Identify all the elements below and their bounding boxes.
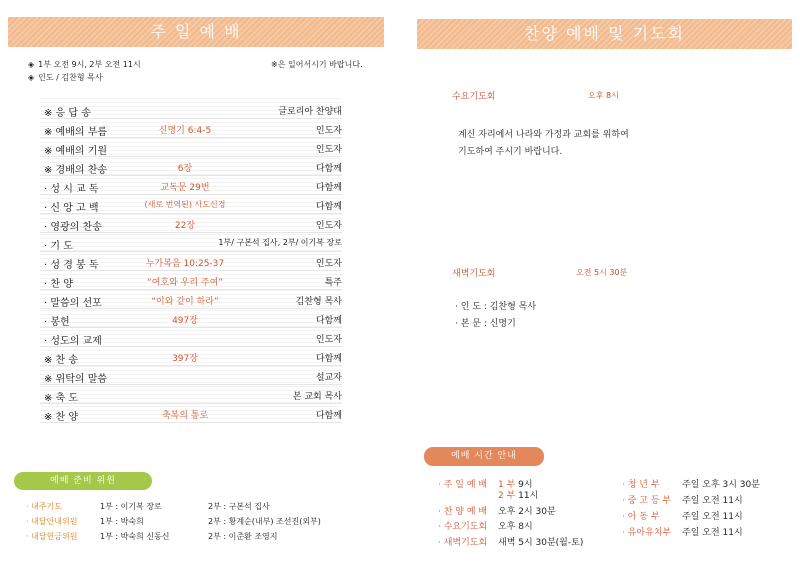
order-row (40, 290, 342, 309)
schedule-service: · 주 일 예 배 (438, 480, 488, 490)
schedule-time: 주일 오후 3시 30분 (682, 480, 760, 490)
order-row (40, 404, 342, 423)
order-label: · 봉헌 (44, 317, 70, 328)
schedule-row (438, 519, 608, 532)
order-person: 김찬형 목사 (295, 297, 342, 307)
order-detail: 22장 (174, 221, 196, 231)
schedule-part: 2 부 (498, 491, 516, 501)
diamond-bullet-icon: ◈ (28, 73, 35, 82)
schedule-row (438, 535, 608, 548)
order-label: · 성 경 봉 독 (44, 260, 99, 271)
order-label: · 말씀의 선포 (44, 298, 102, 309)
order-person: 특주 (324, 278, 342, 288)
order-person: 인도자 (315, 221, 342, 231)
page-title-right: 찬양 예배 및 기도회 (417, 19, 792, 49)
order-row (40, 157, 342, 176)
order-person: 인도자 (315, 126, 342, 136)
committee-member-a: 1부 : 박숙희 (100, 517, 144, 526)
schedule-time: 주일 오전 11시 (682, 528, 743, 538)
dawn-prayer-leader: · 인 도 : 김찬형 목사 (455, 302, 537, 312)
order-person: 다함께 (315, 202, 342, 212)
order-person: 설교자 (315, 373, 342, 383)
schedule-time: 오후 2시 30분 (498, 507, 556, 517)
order-person: 글로리아 찬양대 (278, 107, 342, 117)
order-of-service (40, 97, 342, 422)
order-detail: 누가복음 10:25-37 (145, 259, 225, 269)
committee-role: · 내달안내위원 (26, 517, 78, 526)
order-row (40, 385, 342, 404)
order-label: ※ 위탁의 말씀 (44, 374, 108, 385)
order-label: · 찬 양 (44, 279, 73, 290)
schedule-row (438, 504, 608, 517)
order-row (40, 100, 342, 119)
diamond-bullet-icon: ◈ (28, 60, 35, 69)
order-row (40, 252, 342, 271)
order-row (40, 366, 342, 385)
service-times (28, 59, 141, 70)
order-person: 다함께 (315, 164, 342, 174)
wed-prayer-time: 오후 8시 (588, 91, 619, 100)
order-row (40, 271, 342, 290)
standing-notice: ※은 일어서시기 바랍니다. (271, 60, 363, 69)
order-row (40, 347, 342, 366)
order-person: 다함께 (315, 183, 342, 193)
schedule-service: · 찬 양 예 배 (438, 507, 488, 517)
order-row (40, 195, 342, 214)
dawn-prayer-text: · 본 문 : 신명기 (455, 319, 516, 329)
schedule-time (498, 488, 538, 501)
order-row (40, 176, 342, 195)
order-detail: 신명기 6:4-5 (158, 126, 212, 136)
schedule-service: · 유아유치부 (622, 528, 672, 538)
order-person: 1부/ 구본석 집사, 2부/ 이기복 장로 (218, 238, 342, 247)
order-label: ※ 응 답 송 (44, 108, 91, 119)
order-detail: “여호와 우리 주여” (147, 278, 223, 288)
committee-member-b: 2부 : 황계순(내부) 조선진(외부) (208, 517, 321, 526)
page-title-left: 주 일 예 배 (8, 17, 384, 47)
order-label: ※ 찬 양 (44, 412, 79, 423)
order-person: 다함께 (315, 316, 342, 326)
order-row (40, 309, 342, 328)
leader-text: 인도 / 김찬형 목사 (38, 73, 103, 82)
order-person: 인도자 (315, 145, 342, 155)
dawn-prayer-title: 새벽기도회 (452, 269, 496, 279)
schedule-time: 새벽 5시 30분(월-토) (498, 538, 584, 548)
schedule-time: 주일 오전 11시 (682, 512, 743, 522)
order-row (40, 233, 342, 252)
order-detail: “이와 같이 하라” (151, 297, 219, 307)
schedule-time: 주일 오전 11시 (682, 496, 743, 506)
order-label: ※ 예배의 부름 (44, 127, 108, 138)
order-row (40, 328, 342, 347)
schedule-service: · 수요기도회 (438, 522, 488, 532)
order-label: · 기 도 (44, 241, 73, 252)
committee-member-b: 2부 : 이준환 조영지 (208, 532, 278, 541)
order-row (40, 119, 342, 138)
committee-title: 예배 준비 위원 (14, 472, 152, 490)
order-label: · 영광의 찬송 (44, 222, 102, 233)
schedule-part: 1 부 (498, 480, 516, 490)
order-label: · 신 앙 고 백 (44, 203, 99, 214)
committee-member-a: 1부 : 이기복 장로 (100, 502, 162, 511)
schedule-row (622, 477, 792, 490)
wed-prayer-title: 수요기도회 (452, 92, 496, 102)
order-detail: 축복의 통로 (161, 411, 209, 421)
service-times-text: 1부 오전 9시, 2부 오전 11시 (38, 60, 141, 69)
order-person: 인도자 (315, 335, 342, 345)
order-label: ※ 경배의 찬송 (44, 165, 108, 176)
committee-member-a: 1부 : 박숙희 신동신 (100, 532, 170, 541)
schedule-row (622, 493, 792, 506)
schedule-service: · 새벽기도회 (438, 538, 488, 548)
schedule-row (622, 509, 792, 522)
order-person: 다함께 (315, 354, 342, 364)
order-detail: 6장 (177, 164, 193, 174)
order-person: 인도자 (315, 259, 342, 269)
order-detail: 교독문 29번 (160, 183, 210, 193)
order-person: 다함께 (315, 411, 342, 421)
schedule-row (438, 477, 608, 501)
order-person: 본 교회 목사 (292, 392, 342, 402)
schedule-hour: 9시 (515, 480, 533, 490)
committee-member-b: 2부 : 구본석 집사 (208, 502, 270, 511)
schedule-title: 예배 시간 안내 (424, 447, 544, 466)
order-detail: 397장 (172, 354, 198, 364)
wed-prayer-text-2: 기도하여 주시기 바랍니다. (458, 147, 563, 157)
committee-role: · 내달헌금위원 (26, 532, 78, 541)
wed-prayer-text-1: 계신 자리에서 나라와 가정과 교회를 위하여 (458, 130, 629, 140)
schedule-service: · 청 년 부 (622, 480, 660, 490)
order-row (40, 214, 342, 233)
order-label: ※ 찬 송 (44, 355, 79, 366)
order-label: ※ 축 도 (44, 393, 79, 404)
dawn-prayer-time: 오전 5시 30분 (576, 268, 628, 277)
order-detail: (새로 번역된) 사도신경 (144, 200, 226, 209)
order-label: ※ 예배의 기원 (44, 146, 108, 157)
schedule-time: 오후 8시 (498, 522, 533, 532)
order-label: · 성도의 교제 (44, 336, 102, 347)
schedule-service: · 아 동 부 (622, 512, 660, 522)
schedule-row (622, 525, 792, 538)
leader-line (28, 72, 103, 83)
order-row (40, 138, 342, 157)
order-detail: 497장 (172, 316, 198, 326)
committee-role: · 내주기도 (26, 502, 62, 511)
schedule-hour: 11시 (515, 491, 539, 501)
schedule-service: · 중 고 등 부 (622, 496, 672, 506)
order-label: · 성 시 교 독 (44, 184, 99, 195)
